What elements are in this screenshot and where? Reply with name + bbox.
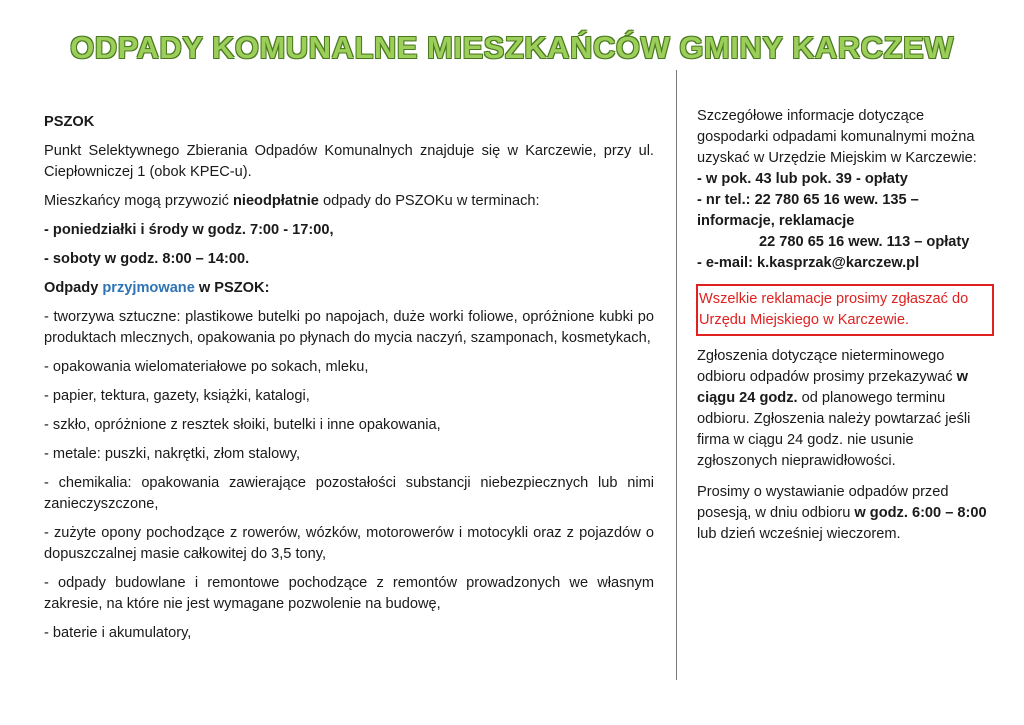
setout-hours: w godz. 6:00 – 8:00	[854, 505, 987, 521]
pszok-heading: PSZOK	[44, 114, 95, 130]
list-item: - zużyte opony pochodzące z rowerów, wózków, motorowerów i motocykli oraz z pojazdów o dopuszczalnej masie całkowitej do 3,5 tony,	[44, 525, 654, 562]
accepted-post: w PSZOK:	[194, 280, 270, 296]
list-item: - tworzywa sztuczne: plastikowe butelki po napojach, duże worki foliowe, opróżnione kubki po produktach mlecznych, opakowania po płynach do mycia naczyń, szamponach, kosmetykach,	[44, 309, 654, 346]
schedule-weekdays: - poniedziałki i środy w godz. 7:00 - 17:00,	[44, 222, 334, 238]
complaints-text: Wszelkie reklamacje prosimy zgłaszać do Urzędu Miejskiego w Karczewie.	[699, 291, 969, 328]
terms-free-label: nieodpłatnie	[232, 193, 319, 209]
list-item: - metale: puszki, nakrętki, złom stalowy,	[44, 446, 301, 462]
reports-post: od planowego terminu odbioru. Zgłoszenia należy powtarzać jeśli firma w ciągu 24 godz. nie usunie zgłoszonych nieprawidłowości.	[697, 390, 971, 469]
column-divider	[676, 70, 677, 680]
list-item: - szkło, opróżnione z resztek słoiki, butelki i inne opakowania,	[44, 417, 441, 433]
reports-deadline: w ciągu 24 godz.	[697, 369, 968, 406]
info-rooms: - w pok. 43 lub pok. 39 - opłaty	[697, 171, 908, 187]
list-item: - chemikalia: opakowania zawierające pozostałości substancji niebezpiecznych lub nimi zanieczyszczone,	[44, 475, 654, 512]
pszok-column	[44, 112, 654, 652]
accepted-highlight: przyjmowane	[102, 280, 195, 296]
accepted-heading	[44, 278, 654, 299]
schedule-saturdays: - soboty w godz. 8:00 – 14:00.	[44, 251, 250, 267]
info-column	[697, 106, 989, 545]
reports-pre: Zgłoszenia dotyczące nieterminowego odbioru odpadów prosimy przekazywać	[697, 348, 957, 385]
complaints-box	[696, 284, 994, 336]
reports-paragraph	[697, 346, 989, 472]
accepted-pre: Odpady	[44, 280, 103, 296]
terms-text: Mieszkańcy mogą przywozić	[44, 193, 233, 209]
list-item: - opakowania wielomateriałowe po sokach, mleku,	[44, 359, 369, 375]
info-intro: Szczegółowe informacje dotyczące gospodarki odpadami komunalnymi można uzyskać w Urzędzie Miejskim w Karczewie:	[697, 108, 977, 166]
list-item: - odpady budowlane i remontowe pochodzące z remontów prowadzonych we własnym zakresie, na które nie jest wymagane pozwolenie na budowę,	[44, 575, 654, 612]
pszok-intro: Punkt Selektywnego Zbierania Odpadów Komunalnych znajduje się w Karczewie, przy ul. Ciepłowniczej 1 (obok KPEC-u).	[44, 143, 654, 180]
pszok-terms	[44, 191, 654, 212]
list-item: - papier, tektura, gazety, książki, katalogi,	[44, 388, 310, 404]
setout-paragraph	[697, 482, 989, 545]
setout-post: lub dzień wcześniej wieczorem.	[697, 526, 901, 542]
list-item: - baterie i akumulatory,	[44, 625, 192, 641]
info-phone-secondary: 22 780 65 16 wew. 113 – opłaty	[759, 234, 970, 250]
document-title: ODPADY KOMUNALNE MIESZKAŃCÓW GMINY KARCZEW	[70, 30, 954, 65]
setout-pre: Prosimy o wystawianie odpadów przed posesją, w dniu odbioru	[697, 484, 949, 521]
info-phone-primary: - nr tel.: 22 780 65 16 wew. 135 – informacje, reklamacje	[697, 192, 919, 229]
info-email: - e-mail: k.kasprzak@karczew.pl	[697, 255, 920, 271]
terms-text-end: odpady do PSZOKu w terminach:	[318, 193, 540, 209]
